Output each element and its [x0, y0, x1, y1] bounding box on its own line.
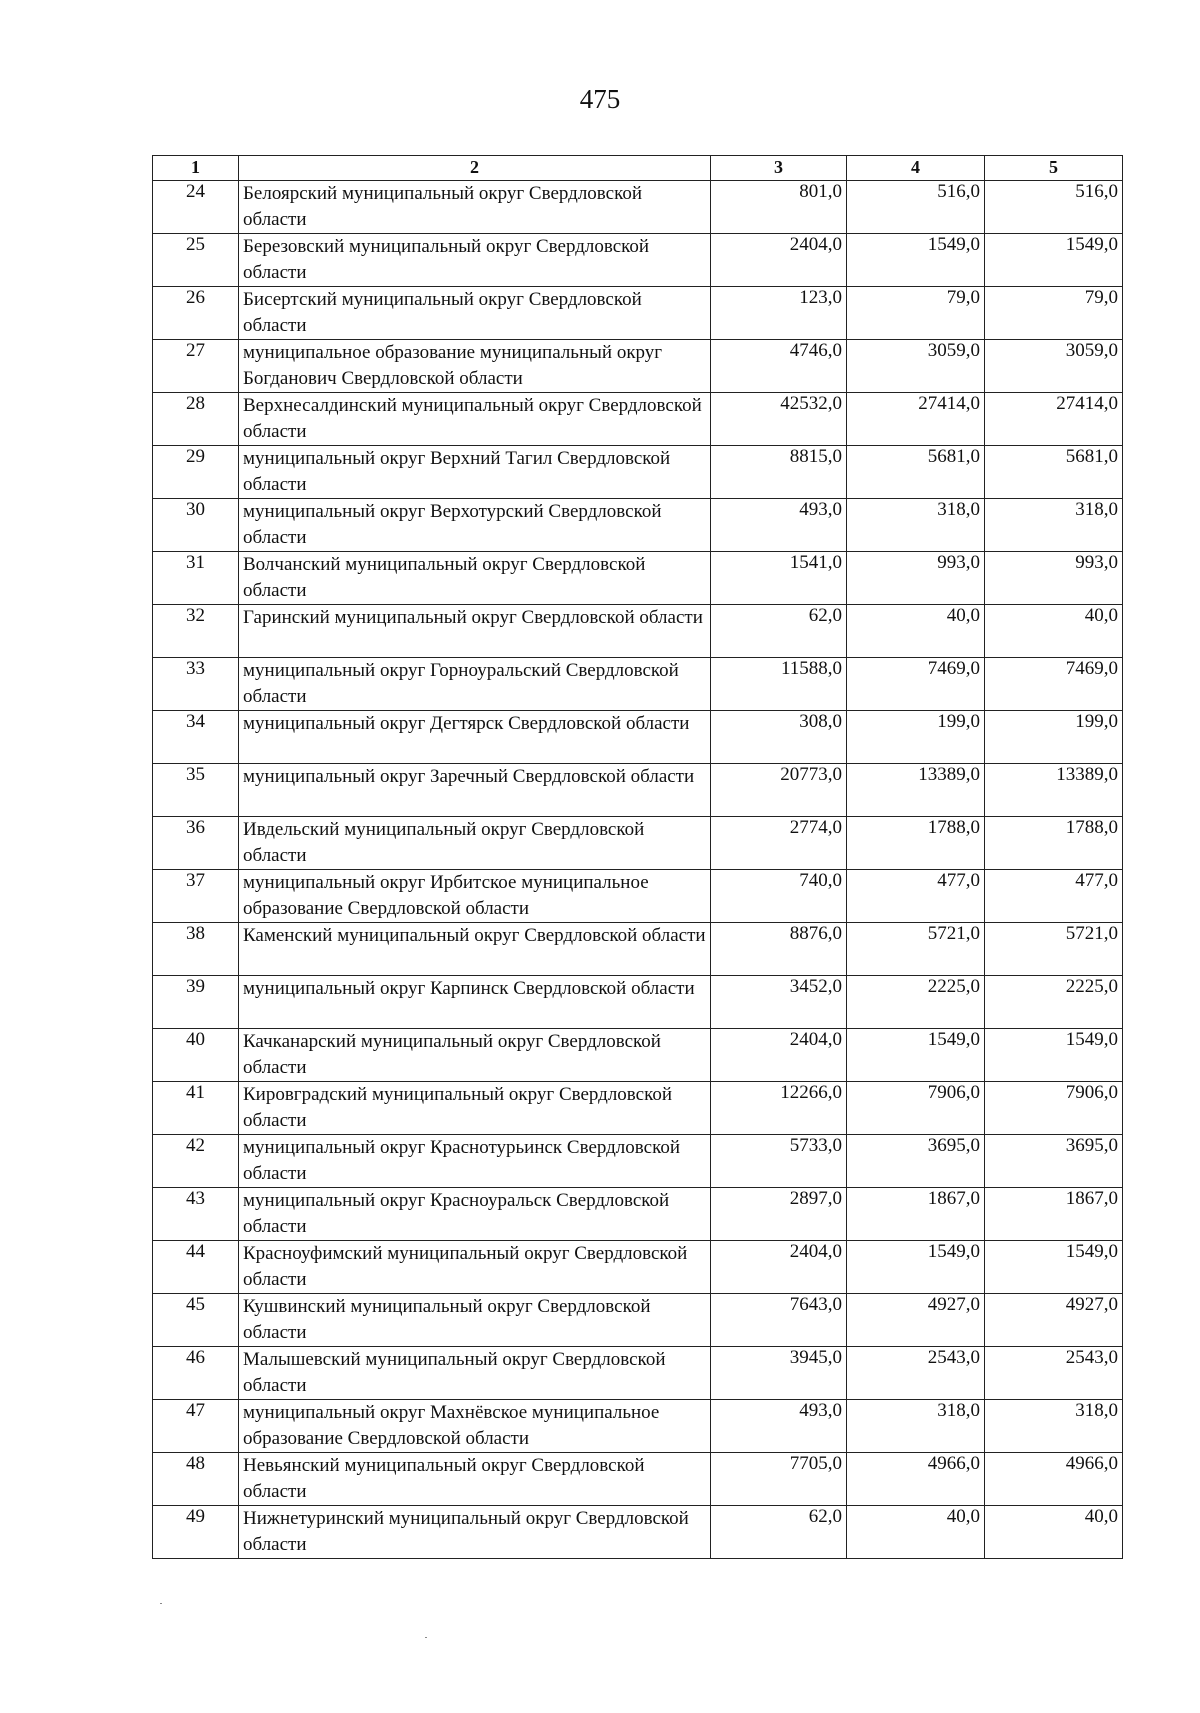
table-row [153, 1241, 1123, 1294]
municipality-name: Волчанский муниципальный округ Свердловской области [239, 552, 711, 605]
value-column-5: 79,0 [985, 287, 1123, 340]
value-column-3: 20773,0 [711, 764, 847, 817]
value-column-4: 1867,0 [847, 1188, 985, 1241]
value-column-4: 5681,0 [847, 446, 985, 499]
municipality-name: муниципальный округ Ирбитское муниципальное образование Свердловской области [239, 870, 711, 923]
value-column-5: 40,0 [985, 1506, 1123, 1559]
value-column-5: 1788,0 [985, 817, 1123, 870]
value-column-3: 2404,0 [711, 1241, 847, 1294]
value-column-5: 2543,0 [985, 1347, 1123, 1400]
municipality-name: муниципальный округ Горноуральский Свердловской области [239, 658, 711, 711]
municipality-name: муниципальный округ Дегтярск Свердловской области [239, 711, 711, 764]
table-row [153, 446, 1123, 499]
municipality-name: Березовский муниципальный округ Свердловской области [239, 234, 711, 287]
value-column-3: 740,0 [711, 870, 847, 923]
value-column-5: 3695,0 [985, 1135, 1123, 1188]
table-row [153, 1400, 1123, 1453]
value-column-4: 318,0 [847, 499, 985, 552]
value-column-4: 4966,0 [847, 1453, 985, 1506]
value-column-3: 62,0 [711, 1506, 847, 1559]
row-number: 42 [153, 1135, 239, 1188]
row-number: 37 [153, 870, 239, 923]
value-column-4: 13389,0 [847, 764, 985, 817]
row-number: 27 [153, 340, 239, 393]
value-column-4: 2225,0 [847, 976, 985, 1029]
row-number: 49 [153, 1506, 239, 1559]
value-column-5: 3059,0 [985, 340, 1123, 393]
value-column-4: 1788,0 [847, 817, 985, 870]
row-number: 45 [153, 1294, 239, 1347]
value-column-4: 318,0 [847, 1400, 985, 1453]
value-column-4: 1549,0 [847, 1241, 985, 1294]
municipality-name: Кушвинский муниципальный округ Свердловской области [239, 1294, 711, 1347]
row-number: 35 [153, 764, 239, 817]
table-row [153, 1135, 1123, 1188]
row-number: 33 [153, 658, 239, 711]
value-column-3: 62,0 [711, 605, 847, 658]
value-column-4: 7469,0 [847, 658, 985, 711]
row-number: 41 [153, 1082, 239, 1135]
value-column-5: 5721,0 [985, 923, 1123, 976]
value-column-5: 318,0 [985, 1400, 1123, 1453]
value-column-3: 2404,0 [711, 1029, 847, 1082]
value-column-3: 3945,0 [711, 1347, 847, 1400]
table-row [153, 1082, 1123, 1135]
value-column-3: 7643,0 [711, 1294, 847, 1347]
municipality-name: муниципальный округ Заречный Свердловской области [239, 764, 711, 817]
table-row [153, 658, 1123, 711]
value-column-3: 493,0 [711, 1400, 847, 1453]
row-number: 26 [153, 287, 239, 340]
table-row [153, 340, 1123, 393]
value-column-5: 1549,0 [985, 1241, 1123, 1294]
value-column-3: 2897,0 [711, 1188, 847, 1241]
municipality-name: Качканарский муниципальный округ Свердловской области [239, 1029, 711, 1082]
value-column-3: 1541,0 [711, 552, 847, 605]
value-column-5: 318,0 [985, 499, 1123, 552]
value-column-4: 4927,0 [847, 1294, 985, 1347]
municipality-name: муниципальный округ Краснотурьинск Свердловской области [239, 1135, 711, 1188]
value-column-4: 2543,0 [847, 1347, 985, 1400]
value-column-3: 2404,0 [711, 234, 847, 287]
value-column-4: 993,0 [847, 552, 985, 605]
column-header-2: 2 [239, 156, 711, 181]
municipality-name: Невьянский муниципальный округ Свердловской области [239, 1453, 711, 1506]
table-row [153, 552, 1123, 605]
table-row [153, 287, 1123, 340]
value-column-5: 993,0 [985, 552, 1123, 605]
value-column-3: 8815,0 [711, 446, 847, 499]
column-header-1: 1 [153, 156, 239, 181]
value-column-5: 2225,0 [985, 976, 1123, 1029]
value-column-5: 1549,0 [985, 234, 1123, 287]
value-column-3: 4746,0 [711, 340, 847, 393]
table-row [153, 181, 1123, 234]
value-column-4: 516,0 [847, 181, 985, 234]
table-row [153, 1453, 1123, 1506]
value-column-3: 123,0 [711, 287, 847, 340]
value-column-4: 477,0 [847, 870, 985, 923]
row-number: 47 [153, 1400, 239, 1453]
municipality-name: муниципальный округ Красноуральск Свердловской области [239, 1188, 711, 1241]
table-row [153, 393, 1123, 446]
value-column-3: 7705,0 [711, 1453, 847, 1506]
value-column-5: 40,0 [985, 605, 1123, 658]
value-column-4: 7906,0 [847, 1082, 985, 1135]
row-number: 24 [153, 181, 239, 234]
table-row [153, 711, 1123, 764]
value-column-5: 5681,0 [985, 446, 1123, 499]
value-column-5: 27414,0 [985, 393, 1123, 446]
value-column-4: 199,0 [847, 711, 985, 764]
row-number: 25 [153, 234, 239, 287]
value-column-3: 8876,0 [711, 923, 847, 976]
row-number: 34 [153, 711, 239, 764]
row-number: 40 [153, 1029, 239, 1082]
municipality-name: Кировградский муниципальный округ Свердловской области [239, 1082, 711, 1135]
value-column-4: 1549,0 [847, 234, 985, 287]
column-header-5: 5 [985, 156, 1123, 181]
row-number: 36 [153, 817, 239, 870]
table-row [153, 870, 1123, 923]
allocation-table [152, 155, 1123, 1559]
row-number: 46 [153, 1347, 239, 1400]
municipality-name: муниципальный округ Верхний Тагил Свердловской области [239, 446, 711, 499]
value-column-3: 308,0 [711, 711, 847, 764]
municipality-name: Гаринский муниципальный округ Свердловской области [239, 605, 711, 658]
value-column-5: 1549,0 [985, 1029, 1123, 1082]
table-row [153, 1294, 1123, 1347]
value-column-3: 2774,0 [711, 817, 847, 870]
table-row [153, 923, 1123, 976]
table-row [153, 976, 1123, 1029]
row-number: 32 [153, 605, 239, 658]
table-row [153, 1029, 1123, 1082]
row-number: 30 [153, 499, 239, 552]
value-column-3: 11588,0 [711, 658, 847, 711]
value-column-5: 7906,0 [985, 1082, 1123, 1135]
value-column-5: 1867,0 [985, 1188, 1123, 1241]
value-column-4: 3695,0 [847, 1135, 985, 1188]
column-header-4: 4 [847, 156, 985, 181]
value-column-4: 3059,0 [847, 340, 985, 393]
municipality-name: Нижнетуринский муниципальный округ Свердловской области [239, 1506, 711, 1559]
value-column-4: 40,0 [847, 1506, 985, 1559]
value-column-5: 4966,0 [985, 1453, 1123, 1506]
municipality-name: муниципальный округ Карпинск Свердловской области [239, 976, 711, 1029]
municipality-name: Малышевский муниципальный округ Свердловской области [239, 1347, 711, 1400]
row-number: 48 [153, 1453, 239, 1506]
value-column-3: 801,0 [711, 181, 847, 234]
row-number: 28 [153, 393, 239, 446]
row-number: 38 [153, 923, 239, 976]
value-column-4: 27414,0 [847, 393, 985, 446]
municipality-name: муниципальное образование муниципальный округ Богданович Свердловской области [239, 340, 711, 393]
value-column-3: 493,0 [711, 499, 847, 552]
value-column-4: 79,0 [847, 287, 985, 340]
table-row [153, 605, 1123, 658]
table-row [153, 764, 1123, 817]
row-number: 31 [153, 552, 239, 605]
column-header-3: 3 [711, 156, 847, 181]
row-number: 39 [153, 976, 239, 1029]
value-column-3: 5733,0 [711, 1135, 847, 1188]
value-column-4: 5721,0 [847, 923, 985, 976]
municipality-name: Каменский муниципальный округ Свердловской области [239, 923, 711, 976]
value-column-5: 477,0 [985, 870, 1123, 923]
table-row [153, 1188, 1123, 1241]
table-row [153, 1347, 1123, 1400]
table-row [153, 1506, 1123, 1559]
value-column-3: 3452,0 [711, 976, 847, 1029]
table-row [153, 499, 1123, 552]
municipality-name: Бисертский муниципальный округ Свердловской области [239, 287, 711, 340]
value-column-5: 7469,0 [985, 658, 1123, 711]
value-column-5: 199,0 [985, 711, 1123, 764]
municipality-name: муниципальный округ Махнёвское муниципальное образование Свердловской области [239, 1400, 711, 1453]
municipality-name: муниципальный округ Верхотурский Свердловской области [239, 499, 711, 552]
row-number: 44 [153, 1241, 239, 1294]
table-header-row [153, 156, 1123, 181]
table-row [153, 234, 1123, 287]
value-column-4: 40,0 [847, 605, 985, 658]
value-column-3: 12266,0 [711, 1082, 847, 1135]
page-number: 475 [579, 84, 621, 114]
table-row [153, 817, 1123, 870]
value-column-5: 516,0 [985, 181, 1123, 234]
table-body [153, 181, 1123, 1559]
value-column-5: 4927,0 [985, 1294, 1123, 1347]
value-column-5: 13389,0 [985, 764, 1123, 817]
row-number: 29 [153, 446, 239, 499]
municipality-name: Ивдельский муниципальный округ Свердловской области [239, 817, 711, 870]
municipality-name: Белоярский муниципальный округ Свердловской области [239, 181, 711, 234]
municipality-name: Красноуфимский муниципальный округ Свердловской области [239, 1241, 711, 1294]
row-number: 43 [153, 1188, 239, 1241]
value-column-3: 42532,0 [711, 393, 847, 446]
value-column-4: 1549,0 [847, 1029, 985, 1082]
municipality-name: Верхнесалдинский муниципальный округ Свердловской области [239, 393, 711, 446]
